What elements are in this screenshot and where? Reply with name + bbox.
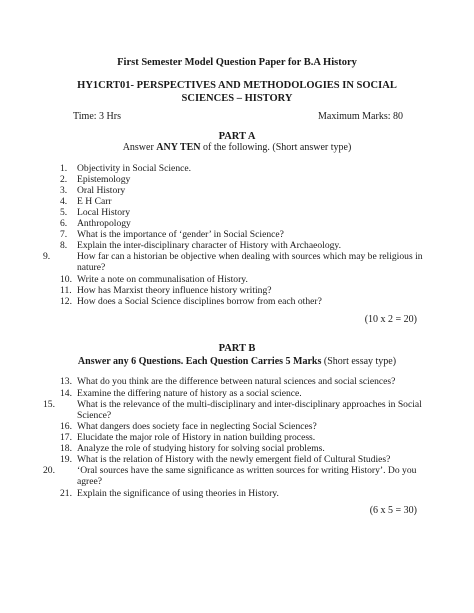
question-text: What is the relation of History with the newly emergent field of Cultural Studies? bbox=[77, 454, 391, 465]
question-item bbox=[60, 163, 420, 174]
part-a-heading: PART A bbox=[218, 131, 256, 142]
question-text: What is the importance of ‘gender’ in Social Science? bbox=[77, 229, 284, 240]
question-text: Local History bbox=[77, 207, 131, 218]
question-item bbox=[60, 421, 420, 432]
part-b-heading: PART B bbox=[218, 343, 256, 354]
paper-title: First Semester Model Question Paper for B.A History bbox=[117, 57, 357, 68]
question-item bbox=[43, 399, 437, 422]
question-number: 5. bbox=[60, 207, 68, 218]
max-marks-label: Maximum Marks: 80 bbox=[318, 111, 403, 122]
part-a-instruction-pre: Answer bbox=[122, 142, 157, 153]
question-item bbox=[60, 218, 420, 229]
question-text: How far can a historian be objective when dealing with sources which may be religious in nature? bbox=[77, 251, 423, 274]
question-number: 15. bbox=[43, 399, 55, 410]
question-number: 20. bbox=[43, 465, 55, 476]
question-item bbox=[60, 240, 420, 251]
question-number: 1. bbox=[60, 163, 68, 174]
part-b-instruction-post: (Short essay type) bbox=[321, 356, 397, 367]
question-text: Write a note on communalisation of History. bbox=[77, 274, 248, 285]
question-item bbox=[60, 185, 420, 196]
question-text: Elucidate the major role of History in nation building process. bbox=[77, 432, 316, 443]
question-number: 3. bbox=[60, 185, 68, 196]
question-text: Examine the differing nature of history as a social science. bbox=[77, 388, 302, 399]
course-title-line2: SCIENCES – HISTORY bbox=[181, 93, 293, 104]
part-a-instruction-post: of the following. (Short answer type) bbox=[200, 142, 352, 153]
question-item bbox=[60, 207, 420, 218]
question-number: 16. bbox=[60, 421, 72, 432]
question-item bbox=[60, 196, 420, 207]
question-number: 17. bbox=[60, 432, 72, 443]
question-text: Explain the inter-disciplinary character of History with Archaeology. bbox=[77, 240, 341, 251]
question-item bbox=[60, 443, 420, 454]
question-number: 8. bbox=[60, 240, 68, 251]
question-item bbox=[60, 296, 420, 307]
question-number: 14. bbox=[60, 388, 72, 399]
part-b-instruction-bold: Answer any 6 Questions. Each Question Carries 5 Marks bbox=[77, 356, 322, 367]
question-item bbox=[60, 388, 420, 399]
question-number: 13. bbox=[60, 376, 72, 387]
question-number: 11. bbox=[60, 285, 72, 296]
question-text: Explain the significance of using theories in History. bbox=[77, 488, 279, 499]
part-a-instruction bbox=[0, 142, 474, 153]
question-text: ‘Oral sources have the same significance as written sources for writing History’. Do you agree? bbox=[77, 465, 417, 488]
part-a-instruction-bold: ANY TEN bbox=[156, 142, 201, 153]
time-label: Time: 3 Hrs bbox=[73, 111, 121, 122]
part-b-instruction bbox=[0, 356, 474, 367]
question-number: 18. bbox=[60, 443, 72, 454]
question-item bbox=[60, 229, 420, 240]
question-item bbox=[60, 432, 420, 443]
question-number: 7. bbox=[60, 229, 68, 240]
question-number: 6. bbox=[60, 218, 68, 229]
question-number: 21. bbox=[60, 488, 72, 499]
question-text: How does a Social Science disciplines borrow from each other? bbox=[77, 296, 322, 307]
question-text: What is the relevance of the multi-disciplinary and inter-disciplinary approaches in Social Science? bbox=[77, 399, 422, 422]
question-item bbox=[60, 488, 420, 499]
question-item bbox=[43, 465, 437, 488]
question-item bbox=[60, 174, 420, 185]
question-item bbox=[60, 454, 420, 465]
question-text: E H Carr bbox=[77, 196, 112, 207]
question-number: 2. bbox=[60, 174, 68, 185]
question-text: Oral History bbox=[77, 185, 126, 196]
question-number: 10. bbox=[60, 274, 72, 285]
question-text: Anthropology bbox=[77, 218, 131, 229]
question-text: What do you think are the difference between natural sciences and social sciences? bbox=[77, 376, 396, 387]
part-a-marks: (10 x 2 = 20) bbox=[364, 314, 417, 325]
question-number: 4. bbox=[60, 196, 68, 207]
question-item bbox=[60, 376, 420, 387]
question-text: What dangers does society face in neglecting Social Sciences? bbox=[77, 421, 317, 432]
question-item bbox=[60, 285, 420, 296]
question-text: How has Marxist theory influence history writing? bbox=[77, 285, 272, 296]
question-text: Epistemology bbox=[77, 174, 131, 185]
question-text: Objectivity in Social Science. bbox=[77, 163, 192, 174]
question-number: 12. bbox=[60, 296, 72, 307]
question-number: 9. bbox=[43, 251, 51, 262]
course-title-line1: HY1CRT01- PERSPECTIVES AND METHODOLOGIES IN SOCIAL bbox=[77, 80, 397, 91]
question-item bbox=[43, 251, 437, 274]
question-item bbox=[60, 274, 420, 285]
question-number: 19. bbox=[60, 454, 72, 465]
question-text: Analyze the role of studying history for solving social problems. bbox=[77, 443, 325, 454]
part-b-marks: (6 x 5 = 30) bbox=[369, 505, 417, 516]
